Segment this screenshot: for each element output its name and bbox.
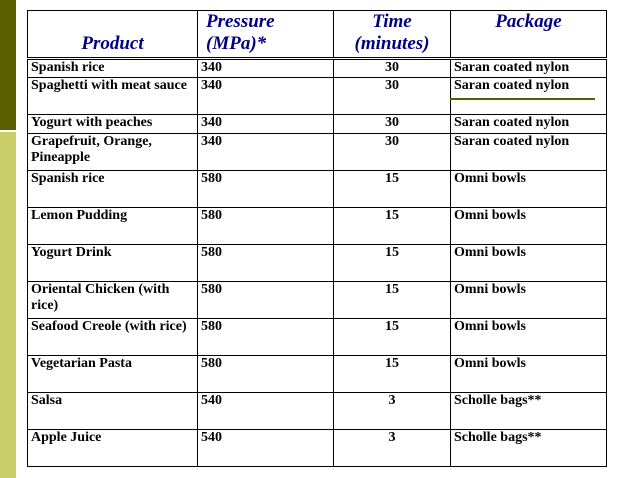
cell-package: Saran coated nylon: [451, 134, 607, 171]
cell-product: Grapefruit, Orange, Pineapple: [28, 134, 198, 171]
cell-product: Oriental Chicken (with rice): [28, 282, 198, 319]
cell-product: Yogurt Drink: [28, 245, 198, 282]
header-pressure: [198, 11, 334, 59]
cell-product: Lemon Pudding: [28, 208, 198, 245]
cell-product: Spaghetti with meat sauce: [28, 78, 198, 115]
table-row: [28, 282, 607, 319]
table-row: [28, 245, 607, 282]
cell-pressure: 340: [198, 59, 334, 78]
sidebar-light-band: [0, 130, 16, 478]
table-row: [28, 115, 607, 134]
table-row: [28, 171, 607, 208]
header-pressure-line2: (MPa)*: [206, 33, 267, 54]
cell-package: Omni bowls: [451, 356, 607, 393]
cell-pressure: 580: [198, 282, 334, 319]
cell-pressure: 580: [198, 319, 334, 356]
cell-package: Scholle bags**: [451, 430, 607, 467]
cell-pressure: 580: [198, 208, 334, 245]
cell-product: Vegetarian Pasta: [28, 356, 198, 393]
cell-product: Salsa: [28, 393, 198, 430]
cell-package: Saran coated nylon: [451, 59, 607, 78]
cell-pressure: 340: [198, 134, 334, 171]
sidebar-divider: [0, 130, 16, 132]
table-row: [28, 319, 607, 356]
cell-product: Spanish rice: [28, 171, 198, 208]
cell-pressure: 340: [198, 78, 334, 115]
cell-package: Scholle bags**: [451, 393, 607, 430]
cell-product: Spanish rice: [28, 59, 198, 78]
header-time-line2: (minutes): [354, 33, 430, 54]
cell-time: 30: [334, 78, 451, 115]
cell-time: 15: [334, 319, 451, 356]
header-product-label: Product: [81, 33, 144, 54]
cell-package: Omni bowls: [451, 319, 607, 356]
cell-time: 3: [334, 430, 451, 467]
header-package: [451, 11, 607, 59]
cell-pressure: 340: [198, 115, 334, 134]
cell-package: Omni bowls: [451, 282, 607, 319]
cell-pressure: 580: [198, 171, 334, 208]
cell-package: Omni bowls: [451, 245, 607, 282]
cell-package: Omni bowls: [451, 171, 607, 208]
cell-time: 30: [334, 115, 451, 134]
cell-time: 15: [334, 282, 451, 319]
cell-package: Saran coated nylon: [451, 78, 607, 115]
cell-product: Apple Juice: [28, 430, 198, 467]
table-row: [28, 393, 607, 430]
header-time: [334, 11, 451, 59]
cell-product: Seafood Creole (with rice): [28, 319, 198, 356]
cell-time: 30: [334, 59, 451, 78]
header-product: [28, 11, 198, 59]
table-row: [28, 59, 607, 78]
cell-product: Yogurt with peaches: [28, 115, 198, 134]
table-row: [28, 430, 607, 467]
hpp-products-table: [27, 10, 607, 467]
cell-package: Saran coated nylon: [451, 115, 607, 134]
table-row: [28, 78, 607, 115]
cell-time: 15: [334, 245, 451, 282]
header-package-label: Package: [495, 11, 562, 32]
table-row: [28, 134, 607, 171]
cell-time: 15: [334, 356, 451, 393]
header-pressure-line1: Pressure: [206, 11, 275, 32]
cell-pressure: 540: [198, 393, 334, 430]
cell-pressure: 580: [198, 245, 334, 282]
cell-time: 15: [334, 171, 451, 208]
table-row: [28, 356, 607, 393]
package-column-accent-line: [450, 98, 595, 100]
table-row: [28, 208, 607, 245]
cell-time: 3: [334, 393, 451, 430]
cell-time: 15: [334, 208, 451, 245]
cell-pressure: 540: [198, 430, 334, 467]
header-time-line1: Time: [372, 11, 412, 32]
cell-time: 30: [334, 134, 451, 171]
cell-package: Omni bowls: [451, 208, 607, 245]
slide-sidebar-accent: [0, 0, 16, 478]
cell-pressure: 580: [198, 356, 334, 393]
table-header-row: [28, 11, 607, 59]
sidebar-dark-band: [0, 0, 16, 130]
